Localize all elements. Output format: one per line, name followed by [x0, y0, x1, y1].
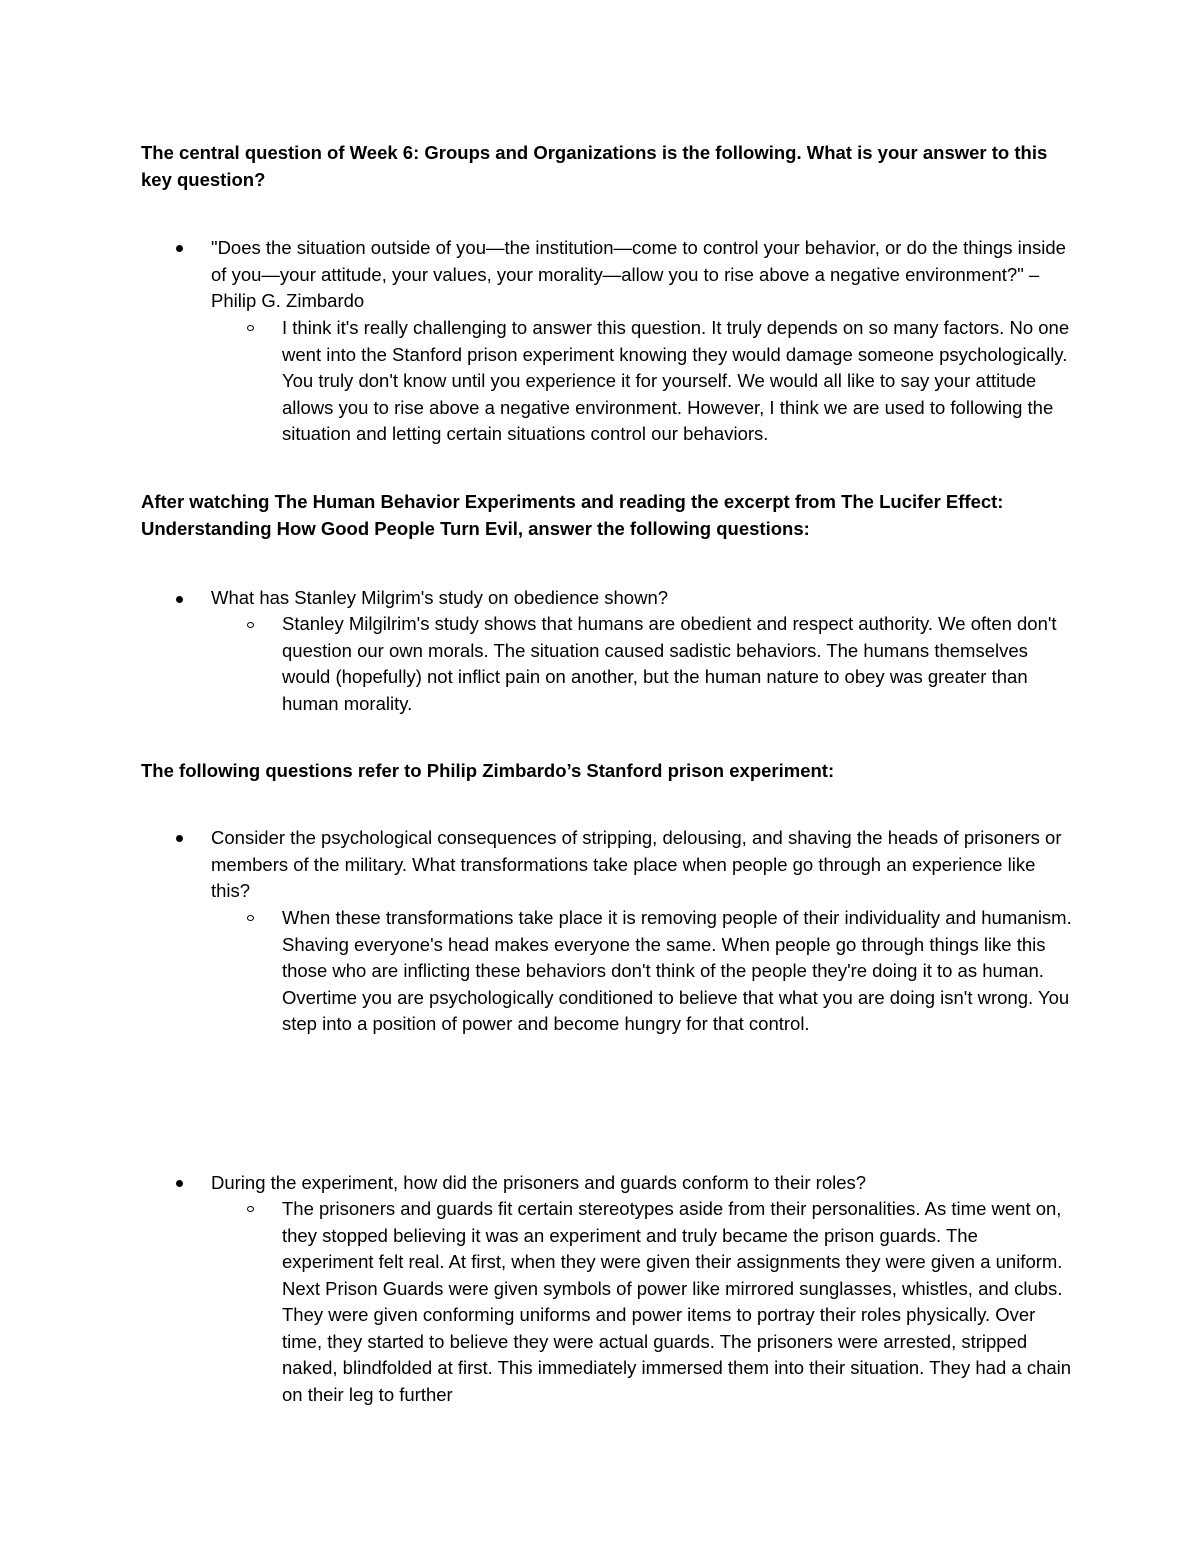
section-heading-lucifer-effect: After watching The Human Behavior Experiments and reading the excerpt from The Lucifer Effect: Understanding How Good People Turn Evil, answer the following questions:	[141, 491, 1004, 539]
answer-transformations: When these transformations take place it is removing people of their individuality and humanism. Shaving everyone's head makes everyone the same. When people go through things like this those who are inflicting these behaviors don't think of the people they're doing it to as human. Overtime you are psychologically conditioned to believe that what you are doing isn't wrong. You step into a position of power and become hungry for that control.	[282, 907, 1072, 1034]
question-transformations: Consider the psychological consequences of stripping, delousing, and shaving the heads of prisoners or members of the military. What transformations take place when people go through an experience like this?	[211, 827, 1062, 901]
section-heading-stanford: The following questions refer to Philip Zimbardo’s Stanford prison experiment:	[141, 760, 835, 781]
bullet-dot	[176, 596, 183, 603]
bullet-dot	[176, 245, 183, 252]
sub-bullet-circle	[247, 622, 254, 628]
sub-bullet-circle	[247, 915, 254, 921]
answer-conform-roles: The prisoners and guards fit certain stereotypes aside from their personalities. As time went on, they stopped believing it was an experiment and truly became the prison guards. The experiment felt real. At first, when they were given their assignments they were given a uniform. Next Prison Guards were given symbols of power like mirrored sunglasses, whistles, and clubs. They were given conforming uniforms and power items to portray their roles physically. Over time, they started to believe they were actual guards. The prisoners were arrested, stripped naked, blindfolded at first. This immediately immersed them into their situation. They had a chain on their leg to further	[282, 1198, 1072, 1405]
question-zimbardo-quote: "Does the situation outside of you—the institution—come to control your behavior, or do the things inside of you—your attitude, your values, your morality—allow you to rise above a negative environment?" –Philip G. Zimbardo	[211, 237, 1066, 311]
answer-milgram: Stanley Milgilrim's study shows that humans are obedient and respect authority. We often don't question our own morals. The situation caused sadistic behaviors. The humans themselves would (hopefully) not inflict pain on another, but the human nature to obey was greater than human morality.	[282, 613, 1057, 714]
sub-bullet-circle	[247, 325, 254, 331]
section-heading-week6: The central question of Week 6: Groups and Organizations is the following. What is your answer to this key question?	[141, 142, 1048, 190]
bullet-dot	[176, 1180, 183, 1187]
sub-bullet-circle	[247, 1206, 254, 1212]
answer-zimbardo-quote: I think it's really challenging to answer this question. It truly depends on so many factors. No one went into the Stanford prison experiment knowing they would damage someone psychologically. You truly don't know until you experience it for yourself. We would all like to say your attitude allows you to rise above a negative environment. However, I think we are used to following the situation and letting certain situations control our behaviors.	[282, 317, 1070, 444]
bullet-dot	[176, 835, 183, 842]
question-milgram: What has Stanley Milgrim's study on obedience shown?	[211, 587, 669, 608]
question-conform-roles: During the experiment, how did the prisoners and guards conform to their roles?	[211, 1172, 867, 1193]
